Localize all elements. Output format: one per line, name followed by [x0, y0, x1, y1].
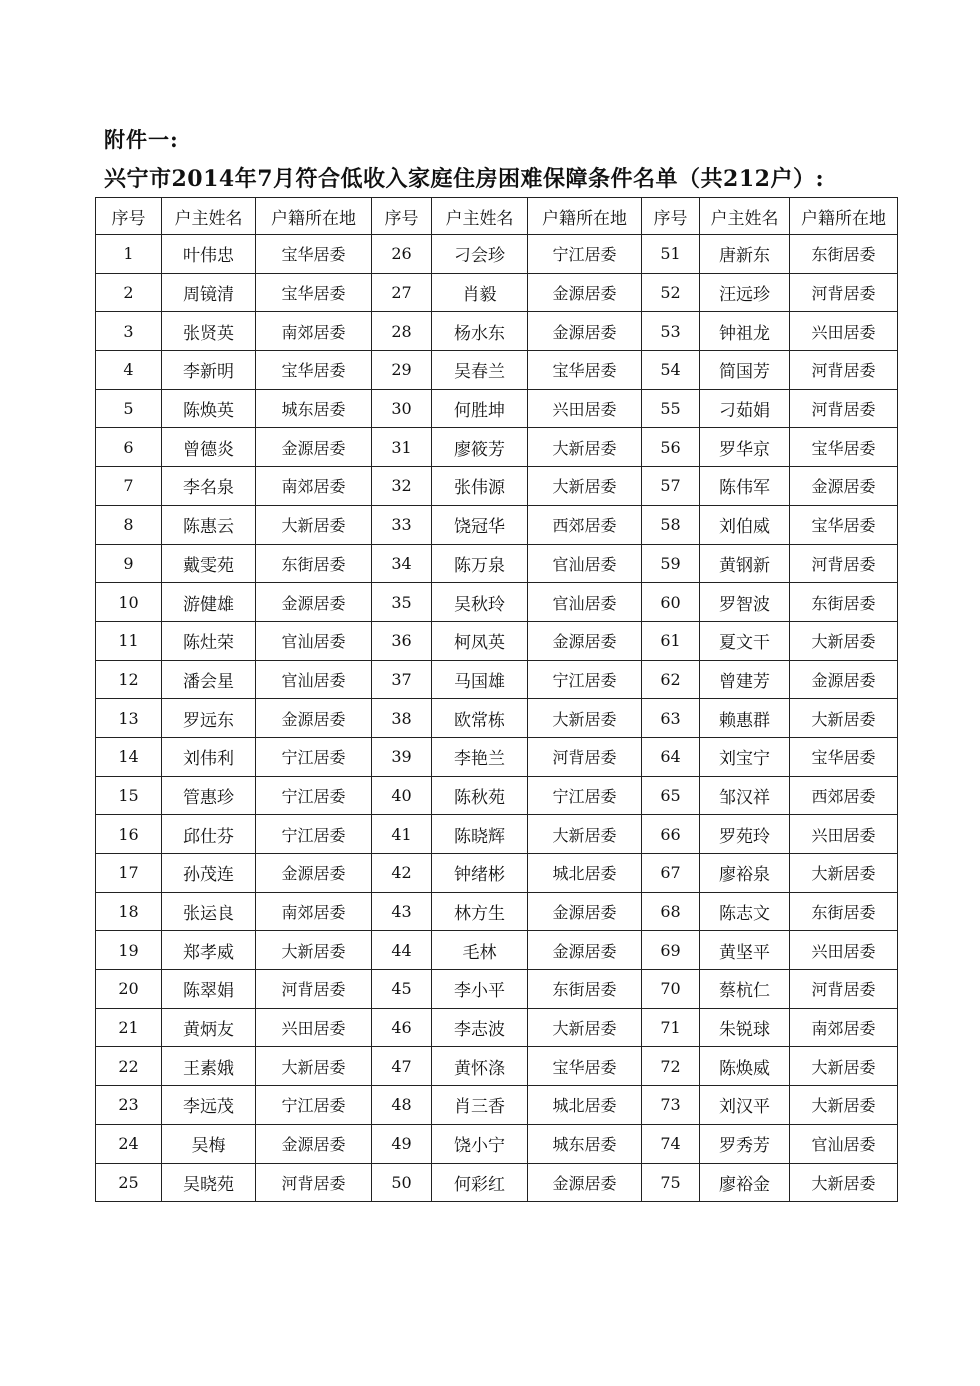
householder-name-cell: 肖毅 — [432, 273, 528, 312]
household-registration-cell: 官汕居委 — [528, 583, 642, 622]
serial-number-cell: 1 — [96, 235, 162, 274]
householder-name-cell: 李艳兰 — [432, 737, 528, 776]
household-registration-cell: 宁江居委 — [256, 815, 372, 854]
household-roster-table — [95, 197, 898, 1202]
header-cell: 序号 — [96, 198, 162, 235]
household-registration-cell: 大新居委 — [790, 854, 898, 893]
householder-name-cell: 陈灶荣 — [162, 621, 256, 660]
serial-number-cell: 38 — [372, 699, 432, 738]
household-registration-cell: 大新居委 — [790, 621, 898, 660]
serial-number-cell: 20 — [96, 970, 162, 1009]
table-row — [96, 1086, 898, 1125]
header-cell: 序号 — [642, 198, 700, 235]
householder-name-cell: 曾建芳 — [700, 660, 790, 699]
householder-name-cell: 赖惠群 — [700, 699, 790, 738]
household-registration-cell: 兴田居委 — [790, 312, 898, 351]
household-registration-cell: 城东居委 — [256, 389, 372, 428]
table-row — [96, 273, 898, 312]
serial-number-cell: 45 — [372, 970, 432, 1009]
household-registration-cell: 金源居委 — [528, 621, 642, 660]
header-cell: 户籍所在地 — [256, 198, 372, 235]
householder-name-cell: 陈伟军 — [700, 467, 790, 506]
householder-name-cell: 饶冠华 — [432, 505, 528, 544]
household-registration-cell: 兴田居委 — [528, 389, 642, 428]
household-registration-cell: 官汕居委 — [528, 544, 642, 583]
household-registration-cell: 金源居委 — [528, 892, 642, 931]
householder-name-cell: 管惠珍 — [162, 776, 256, 815]
householder-name-cell: 陈秋苑 — [432, 776, 528, 815]
table-row — [96, 1047, 898, 1086]
household-registration-cell: 金源居委 — [528, 1163, 642, 1202]
household-registration-cell: 宁江居委 — [528, 660, 642, 699]
household-registration-cell: 宁江居委 — [528, 776, 642, 815]
householder-name-cell: 陈焕英 — [162, 389, 256, 428]
table-header-row — [96, 198, 898, 235]
serial-number-cell: 64 — [642, 737, 700, 776]
household-registration-cell: 西郊居委 — [528, 505, 642, 544]
household-registration-cell: 宁江居委 — [256, 1086, 372, 1125]
household-registration-cell: 宝华居委 — [256, 235, 372, 274]
householder-name-cell: 罗远东 — [162, 699, 256, 738]
serial-number-cell: 14 — [96, 737, 162, 776]
serial-number-cell: 73 — [642, 1086, 700, 1125]
householder-name-cell: 马国雄 — [432, 660, 528, 699]
serial-number-cell: 72 — [642, 1047, 700, 1086]
household-registration-cell: 河背居委 — [790, 544, 898, 583]
household-registration-cell: 宝华居委 — [256, 351, 372, 390]
householder-name-cell: 廖裕泉 — [700, 854, 790, 893]
householder-name-cell: 潘会星 — [162, 660, 256, 699]
householder-name-cell: 何胜坤 — [432, 389, 528, 428]
householder-name-cell: 李志波 — [432, 1008, 528, 1047]
table-row — [96, 351, 898, 390]
household-registration-cell: 金源居委 — [256, 699, 372, 738]
serial-number-cell: 62 — [642, 660, 700, 699]
serial-number-cell: 56 — [642, 428, 700, 467]
household-registration-cell: 西郊居委 — [790, 776, 898, 815]
serial-number-cell: 51 — [642, 235, 700, 274]
householder-name-cell: 廖裕金 — [700, 1163, 790, 1202]
serial-number-cell: 60 — [642, 583, 700, 622]
serial-number-cell: 43 — [372, 892, 432, 931]
household-registration-cell: 金源居委 — [528, 931, 642, 970]
serial-number-cell: 19 — [96, 931, 162, 970]
householder-name-cell: 李小平 — [432, 970, 528, 1009]
household-registration-cell: 城北居委 — [528, 854, 642, 893]
householder-name-cell: 柯凤英 — [432, 621, 528, 660]
householder-name-cell: 简国芳 — [700, 351, 790, 390]
serial-number-cell: 58 — [642, 505, 700, 544]
household-registration-cell: 宝华居委 — [790, 505, 898, 544]
serial-number-cell: 70 — [642, 970, 700, 1009]
household-registration-cell: 官汕居委 — [256, 621, 372, 660]
household-registration-cell: 大新居委 — [528, 815, 642, 854]
householder-name-cell: 杨水东 — [432, 312, 528, 351]
household-registration-cell: 兴田居委 — [790, 815, 898, 854]
householder-name-cell: 周镜清 — [162, 273, 256, 312]
household-registration-cell: 大新居委 — [528, 467, 642, 506]
household-registration-cell: 宁江居委 — [528, 235, 642, 274]
householder-name-cell: 唐新东 — [700, 235, 790, 274]
serial-number-cell: 47 — [372, 1047, 432, 1086]
household-registration-cell: 南郊居委 — [790, 1008, 898, 1047]
household-registration-cell: 大新居委 — [790, 1086, 898, 1125]
serial-number-cell: 40 — [372, 776, 432, 815]
householder-name-cell: 刘宝宁 — [700, 737, 790, 776]
table-row — [96, 815, 898, 854]
household-registration-cell: 官汕居委 — [256, 660, 372, 699]
serial-number-cell: 75 — [642, 1163, 700, 1202]
attachment-label: 附件一: — [104, 127, 179, 152]
serial-number-cell: 31 — [372, 428, 432, 467]
household-registration-cell: 金源居委 — [256, 1124, 372, 1163]
serial-number-cell: 74 — [642, 1124, 700, 1163]
household-registration-cell: 兴田居委 — [256, 1008, 372, 1047]
householder-name-cell: 肖三香 — [432, 1086, 528, 1125]
household-registration-cell: 兴田居委 — [790, 931, 898, 970]
household-registration-cell: 城东居委 — [528, 1124, 642, 1163]
householder-name-cell: 吴秋玲 — [432, 583, 528, 622]
householder-name-cell: 林方生 — [432, 892, 528, 931]
header-cell: 户籍所在地 — [528, 198, 642, 235]
household-registration-cell: 金源居委 — [528, 273, 642, 312]
household-registration-cell: 宝华居委 — [528, 1047, 642, 1086]
serial-number-cell: 10 — [96, 583, 162, 622]
householder-name-cell: 黄怀涤 — [432, 1047, 528, 1086]
household-registration-cell: 宁江居委 — [256, 776, 372, 815]
householder-name-cell: 黄钢新 — [700, 544, 790, 583]
householder-name-cell: 夏文干 — [700, 621, 790, 660]
serial-number-cell: 35 — [372, 583, 432, 622]
household-registration-cell: 南郊居委 — [256, 312, 372, 351]
serial-number-cell: 61 — [642, 621, 700, 660]
householder-name-cell: 罗华京 — [700, 428, 790, 467]
header-cell: 序号 — [372, 198, 432, 235]
header-cell: 户主姓名 — [162, 198, 256, 235]
serial-number-cell: 26 — [372, 235, 432, 274]
table-row — [96, 660, 898, 699]
serial-number-cell: 24 — [96, 1124, 162, 1163]
household-registration-cell: 东街居委 — [790, 583, 898, 622]
serial-number-cell: 5 — [96, 389, 162, 428]
serial-number-cell: 28 — [372, 312, 432, 351]
serial-number-cell: 44 — [372, 931, 432, 970]
serial-number-cell: 48 — [372, 1086, 432, 1125]
serial-number-cell: 53 — [642, 312, 700, 351]
table-row — [96, 931, 898, 970]
table-row — [96, 737, 898, 776]
serial-number-cell: 13 — [96, 699, 162, 738]
table-body — [96, 235, 898, 1202]
household-registration-cell: 金源居委 — [256, 583, 372, 622]
table-row — [96, 544, 898, 583]
householder-name-cell: 吴晓苑 — [162, 1163, 256, 1202]
householder-name-cell: 孙茂连 — [162, 854, 256, 893]
householder-name-cell: 郑孝威 — [162, 931, 256, 970]
household-registration-cell: 河背居委 — [790, 970, 898, 1009]
table-row — [96, 235, 898, 274]
householder-name-cell: 罗苑玲 — [700, 815, 790, 854]
serial-number-cell: 9 — [96, 544, 162, 583]
householder-name-cell: 刘汉平 — [700, 1086, 790, 1125]
household-registration-cell: 东街居委 — [790, 892, 898, 931]
header-cell: 户主姓名 — [700, 198, 790, 235]
household-registration-cell: 宁江居委 — [256, 737, 372, 776]
table-row — [96, 699, 898, 738]
serial-number-cell: 3 — [96, 312, 162, 351]
household-registration-cell: 河背居委 — [790, 273, 898, 312]
householder-name-cell: 陈焕威 — [700, 1047, 790, 1086]
household-registration-cell: 宝华居委 — [256, 273, 372, 312]
table-row — [96, 428, 898, 467]
household-registration-cell: 宝华居委 — [528, 351, 642, 390]
householder-name-cell: 戴雯苑 — [162, 544, 256, 583]
serial-number-cell: 23 — [96, 1086, 162, 1125]
householder-name-cell: 毛林 — [432, 931, 528, 970]
table-row — [96, 970, 898, 1009]
serial-number-cell: 6 — [96, 428, 162, 467]
serial-number-cell: 27 — [372, 273, 432, 312]
householder-name-cell: 钟祖龙 — [700, 312, 790, 351]
householder-name-cell: 邱仕芬 — [162, 815, 256, 854]
serial-number-cell: 8 — [96, 505, 162, 544]
serial-number-cell: 12 — [96, 660, 162, 699]
table-row — [96, 621, 898, 660]
serial-number-cell: 37 — [372, 660, 432, 699]
household-registration-cell: 城北居委 — [528, 1086, 642, 1125]
householder-name-cell: 黄炳友 — [162, 1008, 256, 1047]
serial-number-cell: 46 — [372, 1008, 432, 1047]
table-row — [96, 505, 898, 544]
serial-number-cell: 33 — [372, 505, 432, 544]
household-registration-cell: 大新居委 — [256, 931, 372, 970]
serial-number-cell: 4 — [96, 351, 162, 390]
serial-number-cell: 63 — [642, 699, 700, 738]
household-registration-cell: 大新居委 — [790, 699, 898, 738]
householder-name-cell: 蔡杭仁 — [700, 970, 790, 1009]
householder-name-cell: 黄坚平 — [700, 931, 790, 970]
serial-number-cell: 55 — [642, 389, 700, 428]
householder-name-cell: 叶伟忠 — [162, 235, 256, 274]
serial-number-cell: 41 — [372, 815, 432, 854]
serial-number-cell: 52 — [642, 273, 700, 312]
table-row — [96, 1124, 898, 1163]
household-registration-cell: 大新居委 — [256, 505, 372, 544]
householder-name-cell: 饶小宁 — [432, 1124, 528, 1163]
householder-name-cell: 陈晓辉 — [432, 815, 528, 854]
householder-name-cell: 陈志文 — [700, 892, 790, 931]
householder-name-cell: 张运良 — [162, 892, 256, 931]
table-row — [96, 1008, 898, 1047]
household-registration-cell: 金源居委 — [790, 660, 898, 699]
householder-name-cell: 游健雄 — [162, 583, 256, 622]
household-registration-cell: 河背居委 — [790, 389, 898, 428]
serial-number-cell: 15 — [96, 776, 162, 815]
household-registration-cell: 东街居委 — [528, 970, 642, 1009]
household-registration-cell: 大新居委 — [790, 1163, 898, 1202]
table-row — [96, 892, 898, 931]
household-registration-cell: 宝华居委 — [790, 428, 898, 467]
householder-name-cell: 陈万泉 — [432, 544, 528, 583]
householder-name-cell: 张贤英 — [162, 312, 256, 351]
householder-name-cell: 张伟源 — [432, 467, 528, 506]
householder-name-cell: 刁茹娟 — [700, 389, 790, 428]
household-registration-cell: 河背居委 — [256, 970, 372, 1009]
household-registration-cell: 宝华居委 — [790, 737, 898, 776]
table-row — [96, 583, 898, 622]
householder-name-cell: 王素娥 — [162, 1047, 256, 1086]
household-registration-cell: 河背居委 — [528, 737, 642, 776]
householder-name-cell: 陈惠云 — [162, 505, 256, 544]
serial-number-cell: 25 — [96, 1163, 162, 1202]
serial-number-cell: 67 — [642, 854, 700, 893]
serial-number-cell: 50 — [372, 1163, 432, 1202]
household-registration-cell: 河背居委 — [790, 351, 898, 390]
serial-number-cell: 54 — [642, 351, 700, 390]
householder-name-cell: 钟绪彬 — [432, 854, 528, 893]
householder-name-cell: 刁会珍 — [432, 235, 528, 274]
table-row — [96, 854, 898, 893]
household-registration-cell: 大新居委 — [528, 428, 642, 467]
serial-number-cell: 42 — [372, 854, 432, 893]
household-registration-cell: 东街居委 — [790, 235, 898, 274]
household-registration-cell: 大新居委 — [528, 1008, 642, 1047]
serial-number-cell: 11 — [96, 621, 162, 660]
serial-number-cell: 30 — [372, 389, 432, 428]
serial-number-cell: 49 — [372, 1124, 432, 1163]
table-row — [96, 312, 898, 351]
householder-name-cell: 李远茂 — [162, 1086, 256, 1125]
householder-name-cell: 曾德炎 — [162, 428, 256, 467]
household-registration-cell: 大新居委 — [256, 1047, 372, 1086]
table-row — [96, 776, 898, 815]
household-registration-cell: 金源居委 — [256, 854, 372, 893]
serial-number-cell: 16 — [96, 815, 162, 854]
serial-number-cell: 29 — [372, 351, 432, 390]
household-registration-cell: 金源居委 — [528, 312, 642, 351]
householder-name-cell: 陈翠娟 — [162, 970, 256, 1009]
serial-number-cell: 68 — [642, 892, 700, 931]
household-registration-cell: 大新居委 — [528, 699, 642, 738]
serial-number-cell: 66 — [642, 815, 700, 854]
household-registration-cell: 南郊居委 — [256, 467, 372, 506]
householder-name-cell: 刘伯威 — [700, 505, 790, 544]
householder-name-cell: 罗秀芳 — [700, 1124, 790, 1163]
householder-name-cell: 何彩红 — [432, 1163, 528, 1202]
serial-number-cell: 17 — [96, 854, 162, 893]
serial-number-cell: 65 — [642, 776, 700, 815]
header-cell: 户籍所在地 — [790, 198, 898, 235]
serial-number-cell: 39 — [372, 737, 432, 776]
serial-number-cell: 21 — [96, 1008, 162, 1047]
document-title: 兴宁市2014年7月符合低收入家庭住房困难保障条件名单（共212户）: — [104, 166, 825, 192]
householder-name-cell: 汪远珍 — [700, 273, 790, 312]
serial-number-cell: 71 — [642, 1008, 700, 1047]
household-registration-cell: 大新居委 — [790, 1047, 898, 1086]
serial-number-cell: 57 — [642, 467, 700, 506]
serial-number-cell: 59 — [642, 544, 700, 583]
householder-name-cell: 欧常栋 — [432, 699, 528, 738]
serial-number-cell: 34 — [372, 544, 432, 583]
householder-name-cell: 吴春兰 — [432, 351, 528, 390]
household-registration-cell: 河背居委 — [256, 1163, 372, 1202]
householder-name-cell: 李新明 — [162, 351, 256, 390]
household-registration-cell: 东街居委 — [256, 544, 372, 583]
householder-name-cell: 廖筱芳 — [432, 428, 528, 467]
serial-number-cell: 7 — [96, 467, 162, 506]
householder-name-cell: 朱锐球 — [700, 1008, 790, 1047]
household-registration-cell: 金源居委 — [790, 467, 898, 506]
serial-number-cell: 69 — [642, 931, 700, 970]
household-registration-cell: 官汕居委 — [790, 1124, 898, 1163]
table-row — [96, 389, 898, 428]
serial-number-cell: 32 — [372, 467, 432, 506]
serial-number-cell: 36 — [372, 621, 432, 660]
serial-number-cell: 18 — [96, 892, 162, 931]
household-registration-cell: 金源居委 — [256, 428, 372, 467]
householder-name-cell: 刘伟利 — [162, 737, 256, 776]
table-row — [96, 1163, 898, 1202]
householder-name-cell: 李名泉 — [162, 467, 256, 506]
serial-number-cell: 22 — [96, 1047, 162, 1086]
header-cell: 户主姓名 — [432, 198, 528, 235]
householder-name-cell: 吴梅 — [162, 1124, 256, 1163]
serial-number-cell: 2 — [96, 273, 162, 312]
household-registration-cell: 南郊居委 — [256, 892, 372, 931]
householder-name-cell: 罗智波 — [700, 583, 790, 622]
table-row — [96, 467, 898, 506]
householder-name-cell: 邹汉祥 — [700, 776, 790, 815]
